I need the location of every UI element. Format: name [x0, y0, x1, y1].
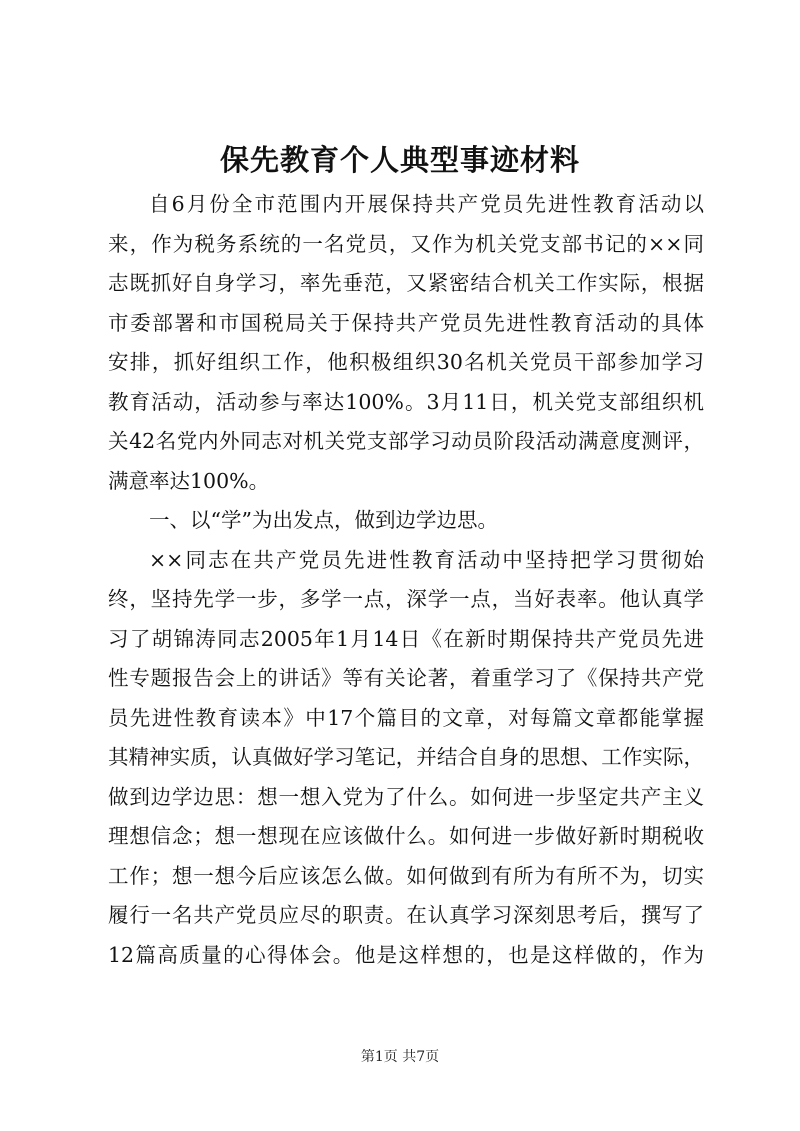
paragraph-line: 市委部署和市国税局关于保持共产党员先进性教育活动的具体 [108, 310, 704, 335]
paragraph-line: 履行一名共产党员应尽的职责。在认真学习深刻思考后，撰写了 [108, 903, 704, 927]
paragraph-line: 性专题报告会上的讲话》等有关论著，着重学习了《保持共产党 [108, 666, 704, 690]
section-heading: 一、以“学”为出发点，做到边学边思。 [149, 508, 498, 532]
paragraph-line: 工作；想一想今后应该怎么做。如何做到有所为有所不为，切实 [108, 863, 704, 888]
paragraph-line: 员先进性教育读本》中17个篇目的文章，对每篇文章都能掌握 [108, 705, 704, 730]
paragraph-line: 习了胡锦涛同志2005年1月14日《在新时期保持共产党员先进 [108, 626, 704, 651]
paragraph-line: 教育活动，活动参与率达100%。3月11日，机关党支部组织机 [108, 389, 704, 414]
paragraph-line: 做到边学边思：想一想入党为了什么。如何进一步坚定共产主义 [108, 784, 704, 809]
paragraph-line: 来，作为税务系统的一名党员，又作为机关党支部书记的××同 [108, 231, 704, 256]
page-number-footer: 第1页 共7页 [360, 1049, 440, 1065]
paragraph-line: 自6月份全市范围内开展保持共产党员先进性教育活动以 [149, 192, 704, 216]
paragraph-line: 志既抓好自身学习，率先垂范，又紧密结合机关工作实际，根据 [108, 271, 704, 295]
document-body [108, 185, 704, 975]
paragraph-line: 安排，抓好组织工作，他积极组织30名机关党员干部参加学习 [108, 350, 704, 374]
paragraph-line: 其精神实质，认真做好学习笔记，并结合自身的思想、工作实际， [108, 745, 704, 769]
paragraph-line: 12篇高质量的心得体会。他是这样想的，也是这样做的，作为 [108, 942, 704, 967]
paragraph-line: ××同志在共产党员先进性教育活动中坚持把学习贯彻始 [149, 547, 704, 572]
paragraph-line: 满意率达100%。 [108, 468, 270, 493]
paragraph-line: 终，坚持先学一步，多学一点，深学一点，当好表率。他认真学 [108, 587, 704, 611]
paragraph-line: 关42名党内外同志对机关党支部学习动员阶段活动满意度测评， [108, 429, 704, 453]
paragraph-line: 理想信念；想一想现在应该做什么。如何进一步做好新时期税收 [108, 824, 704, 848]
document-title: 保先教育个人典型事迹材料 [219, 143, 580, 177]
